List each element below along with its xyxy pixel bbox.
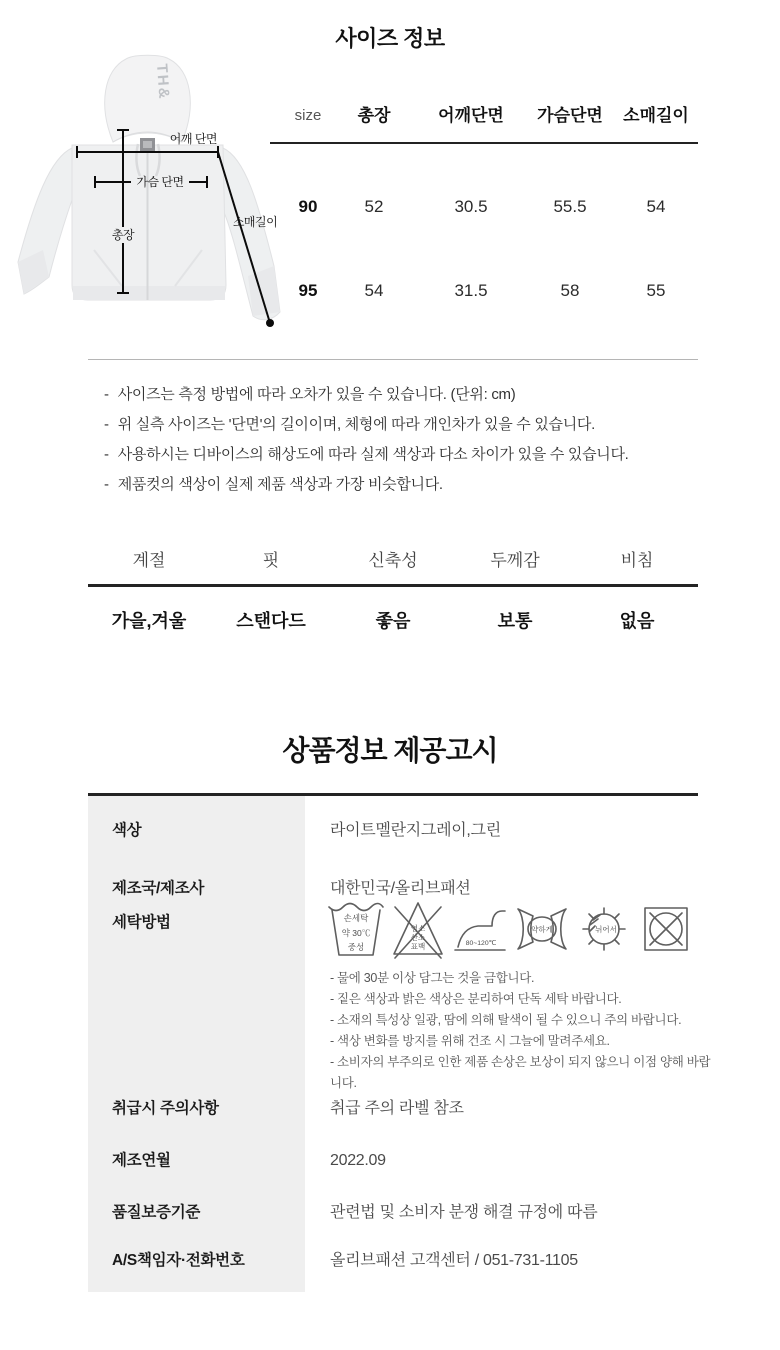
notice-label-color: 색상: [112, 822, 142, 839]
care-notes-list: [330, 968, 720, 1094]
size-note-text: 사용하시는 디바이스의 해상도에 따라 실제 색상과 다소 차이가 있을 수 있습니다.: [117, 446, 629, 463]
hoodie-body: [72, 145, 226, 300]
size-section-bottom-divider: [88, 359, 698, 360]
size-table-header-size: size: [294, 107, 322, 124]
notice-label-handling: 취급시 주의사항: [112, 1100, 219, 1117]
size-row-95-length: 54: [364, 281, 384, 300]
size-table-header-shoulder: 어깨단면: [438, 106, 504, 125]
notice-value-warranty: 관련법 및 소비자 분쟁 해결 규정에 따름: [330, 1204, 598, 1221]
size-table-header-divider: [270, 142, 698, 144]
notice-label-origin: 제조국/제조사: [112, 880, 205, 897]
spec-header-sheer: 비침: [620, 551, 654, 570]
size-table-header-length: 총장: [357, 106, 391, 125]
no-bleach-text-3: 표백: [410, 942, 426, 951]
length-label: 총장: [111, 228, 135, 242]
chest-label: 가슴 단면: [136, 175, 184, 189]
hand-wash-text-3: 중성: [347, 942, 365, 952]
notice-label-as-contact: A/S책임자·전화번호: [112, 1252, 245, 1269]
sleeve-label: 소매길이: [232, 215, 278, 229]
note-dash: -: [104, 386, 109, 403]
dry-flat-shade-icon: [576, 894, 632, 962]
no-bleach-text-1: 염소: [410, 924, 426, 933]
note-dash: -: [104, 446, 109, 463]
note-dash: -: [104, 476, 109, 493]
hand-wash-text-1: 손세탁: [343, 913, 369, 923]
wring-gently-icon: [514, 894, 570, 962]
size-row-90-size: 90: [298, 197, 318, 216]
size-note: [104, 444, 629, 465]
size-note-text: 제품컷의 색상이 실제 제품 색상과 가장 비슷합니다.: [117, 476, 443, 493]
size-row-95-chest: 58: [560, 281, 580, 300]
no-bleach-text-2: 산소: [410, 933, 426, 942]
spec-header-thickness: 두께감: [490, 551, 540, 570]
notice-value-handling: 취급 주의 라벨 참조: [330, 1100, 464, 1117]
notice-value-as-contact: 올리브패션 고객센터 / 051-731-1105: [330, 1252, 578, 1269]
hand-wash-text-2: 약 30℃: [341, 928, 371, 938]
note-dash: -: [104, 416, 109, 433]
spec-header-stretch: 신축성: [368, 551, 418, 570]
size-row-95-sleeve: 55: [646, 281, 666, 300]
size-row-90-length: 52: [364, 197, 384, 216]
size-row-90-shoulder: 30.5: [454, 197, 488, 216]
spec-value-fit: 스탠다드: [236, 611, 306, 631]
notice-label-manufacture-date: 제조연월: [112, 1152, 171, 1169]
spec-value-thickness: 보통: [497, 611, 533, 631]
size-row-90-chest: 55.5: [553, 197, 587, 216]
care-note: - 소비자의 부주의로 인한 제품 손상은 보상이 되지 않으니 이점 양해 바랍니다.: [330, 1055, 711, 1090]
size-note: [104, 414, 629, 435]
shoulder-label: 어깨 단면: [169, 132, 217, 146]
hand-wash-icon: [328, 894, 384, 962]
spec-value-sheer: 없음: [619, 611, 655, 631]
notice-label-warranty: 품질보증기준: [112, 1204, 201, 1221]
no-bleach-icon: [390, 894, 446, 962]
notice-value-origin: 대한민국/올리브패션: [330, 880, 471, 897]
dry-flat-text: 뉘어서: [595, 925, 617, 934]
size-note-text: 위 실측 사이즈는 '단면'의 길이이며, 체형에 따라 개인차가 있을 수 있습니다.: [117, 416, 595, 433]
size-row-95-shoulder: 31.5: [454, 281, 488, 300]
hoodie-hood: [105, 55, 191, 142]
care-note: - 짙은 색상과 밝은 색상은 분리하여 단독 세탁 바랍니다.: [330, 992, 622, 1006]
size-row-95-size: 95: [298, 281, 318, 300]
care-note: - 소재의 특성상 일광, 땀에 의해 탈색이 될 수 있으니 주의 바랍니다.: [330, 1013, 682, 1027]
size-table-header-sleeve: 소매길이: [623, 106, 689, 125]
sleeve-end-dot: [266, 319, 274, 327]
spec-value-season: 가을,겨울: [111, 611, 187, 631]
wring-text: 약하게: [531, 925, 553, 934]
notice-title: 상품정보 제공고시: [282, 735, 498, 766]
size-note: [104, 384, 629, 405]
hoodie-hem-band: [73, 286, 225, 300]
size-note-text: 사이즈는 측정 방법에 따라 오차가 있을 수 있습니다. (단위: cm): [117, 386, 516, 403]
size-table-header-chest: 가슴단면: [537, 106, 603, 125]
spec-header-season: 계절: [132, 551, 166, 570]
laundry-care-icons: [328, 894, 694, 962]
size-row-90-sleeve: 54: [646, 197, 666, 216]
care-note: - 색상 변화를 방지를 위해 건조 시 그늘에 말려주세요.: [330, 1034, 610, 1048]
size-notes-list: [104, 384, 629, 504]
size-info-title: 사이즈 정보: [335, 26, 445, 51]
iron-icon: [452, 894, 508, 962]
hood-logo-text: TH&: [153, 63, 173, 102]
size-note: [104, 474, 629, 495]
notice-value-color: 라이트멜란지그레이,그린: [330, 822, 501, 839]
spec-table-divider: [88, 584, 698, 587]
neck-tag-inner: [143, 141, 152, 148]
iron-text: 80~120℃: [465, 940, 497, 947]
notice-value-manufacture-date: 2022.09: [330, 1152, 386, 1169]
spec-value-stretch: 좋음: [375, 611, 411, 631]
no-tumble-dry-icon: [638, 894, 694, 962]
spec-header-fit: 핏: [262, 551, 280, 570]
care-note: - 물에 30분 이상 담그는 것을 금합니다.: [330, 971, 535, 985]
notice-label-wash: 세탁방법: [112, 914, 171, 931]
